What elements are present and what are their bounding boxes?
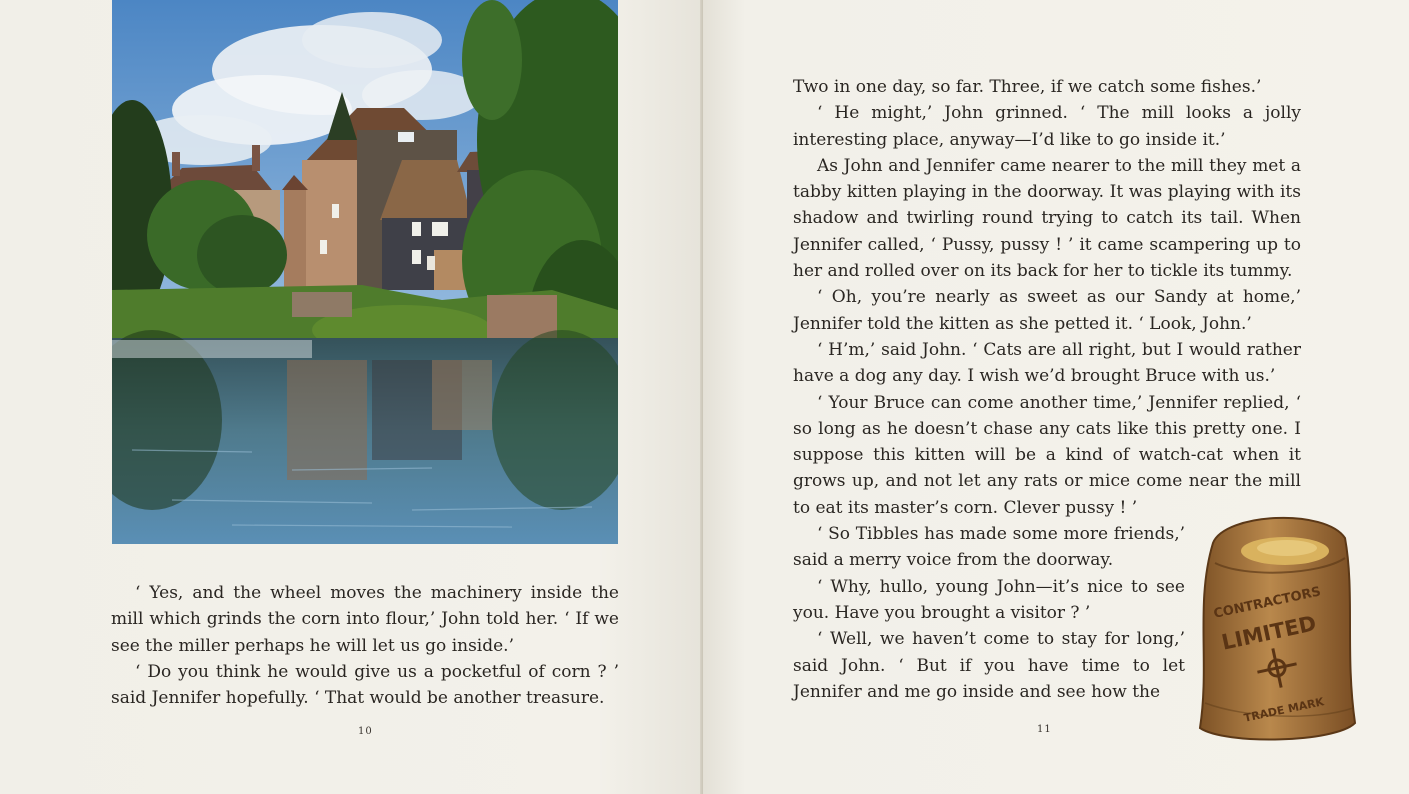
left-page-text: [111, 580, 619, 711]
paragraph: ‘ Well, we haven’t come to stay for long,’ said John. ‘ But if you have time to let Jennifer and me go inside and see how the: [793, 629, 1185, 702]
paragraph: As John and Jennifer came nearer to the mill they met a tabby kitten playing in the doorway. It was playing with its shadow and twirling round trying to catch its tail. When Jennifer called, ‘ Pussy, pussy ! ’ it came scampering up to her and rolled over on its back for her to tickle its tummy.: [793, 155, 1301, 282]
left-page: [0, 0, 703, 794]
corn-sack-icon: [1195, 503, 1359, 747]
paragraph: Two in one day, so far. Three, if we catch some fishes.’: [793, 77, 1262, 97]
sack-text: LIMITED: [1219, 611, 1319, 655]
paragraph: ‘ Your Bruce can come another time,’ Jennifer replied, ‘ so long as he doesn’t chase any cats like this pretty one. I suppose this kitten will be a kind of watch-cat when it grows up, and not let any rats or mice come near the mill to eat its master’s corn. Clever pussy ! ’: [793, 392, 1301, 518]
sack-text: CONTRACTORS: [1212, 584, 1323, 622]
watermill-photo: [112, 0, 618, 544]
page-number-right: 11: [1037, 724, 1052, 735]
paragraph: ‘ Oh, you’re nearly as sweet as our Sandy at home,’ Jennifer told the kitten as she petted it. ‘ Look, John.’: [793, 287, 1301, 334]
paragraph: ‘ H’m,’ said John. ‘ Cats are all right, but I would rather have a dog any day. I wish we’d brought Bruce with us.’: [793, 339, 1301, 387]
paragraph: ‘ So Tibbles has made some more friends,’ said a merry voice from the doorway.: [793, 524, 1185, 571]
paragraph: ‘ He might,’ John grinned. ‘ The mill looks a jolly interesting place, anyway—I’d like to go inside it.’: [793, 103, 1301, 150]
sack-text: TRADE MARK: [1242, 695, 1326, 725]
corn-sack-illustration: [1195, 503, 1359, 747]
watermill-illustration: [112, 0, 618, 544]
page-number-left: 10: [358, 726, 373, 737]
paragraph: ‘ Why, hullo, young John—it’s nice to see you. Have you brought a visitor ? ’: [793, 576, 1185, 623]
paragraph: ‘ Yes, and the wheel moves the machinery inside the mill which grinds the corn into flour,’ John told her. ‘ If we see the miller perhaps he will let us go inside.’: [111, 583, 619, 656]
paragraph: ‘ Do you think he would give us a pocketful of corn ? ’ said Jennifer hopefully. ‘ That would be another treasure.: [111, 661, 619, 709]
